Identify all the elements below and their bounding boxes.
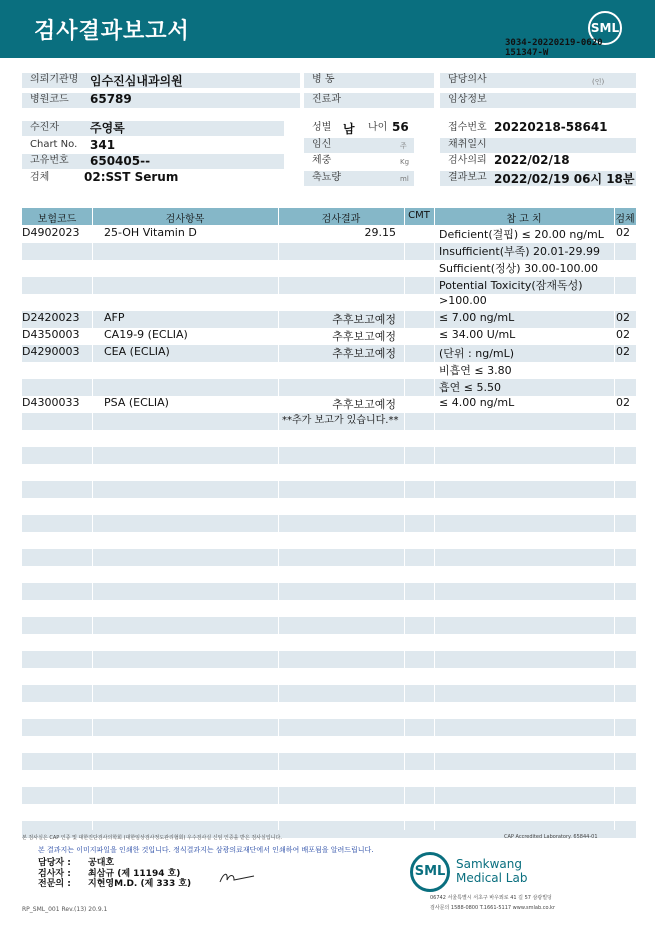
table-cell-item: AFP (104, 311, 125, 324)
hospcode-value: 65789 (90, 92, 132, 106)
results-table-header (22, 208, 636, 225)
table-cell-spec: 02 (616, 328, 630, 341)
request-value: 2022/02/18 (494, 153, 570, 167)
hospcode-label: 병원코드 (22, 93, 300, 108)
table-stripe (22, 515, 636, 532)
company-phone: 검사문의 1588-0800 T.1661-5117 www.smlab.co.kr (430, 905, 555, 911)
table-cell-spec: 02 (616, 311, 630, 324)
notice-text: 본 결과지는 이미지파일을 인쇄한 것입니다. 정식결과지는 삼광의료재단에서 인쇄하여 배포됨을 알려드립니다. (38, 846, 374, 854)
table-cell-result: 29.15 (364, 226, 396, 239)
table-cell-item: CEA (ECLIA) (104, 345, 170, 358)
specimen-value: 02:SST Serum (84, 170, 179, 184)
col-divider (278, 208, 279, 830)
col-item: 검사항목 (165, 214, 205, 225)
specialist-value: 지현영M.D. (제 333 호) (88, 879, 192, 889)
table-cell-result: 추후보고예정 (332, 398, 396, 411)
table-stripe (22, 481, 636, 498)
col-code: 보험코드 (37, 214, 77, 225)
table-cell-spec: 02 (616, 345, 630, 358)
cert-left: 본 검사실은 CAP 인증 및 대한진단검사의학회 (대한임상검사정도관리협회) 우수검사실 신임 인증을 받은 검사실입니다. (22, 835, 282, 841)
document-number: 3034-20220219-0620 151347-W (505, 38, 603, 58)
table-cell-ref: >100.00 (439, 294, 487, 307)
table-cell-ref: Deficient(결핍) ≤ 20.00 ng/mL (439, 228, 604, 241)
table-stripe (22, 549, 636, 566)
table-cell-result: 추후보고예정 (332, 313, 396, 326)
table-cell-code: D4350003 (22, 328, 80, 341)
table-cell-code: D4290003 (22, 345, 80, 358)
table-cell-spec: 02 (616, 226, 630, 239)
table-cell-code: D2420023 (22, 311, 80, 324)
urine-label: 축뇨량 (304, 171, 414, 186)
doctor-label: 담당의사 (440, 73, 636, 88)
request-label: 검사의뢰 (440, 154, 636, 169)
id-value: 650405-- (90, 154, 151, 168)
report-title: 검사결과보고서 (34, 19, 190, 44)
table-cell-code: D4300033 (22, 396, 80, 409)
preg-unit: 주 (400, 142, 407, 150)
preg-label: 임신 (304, 138, 414, 153)
hospital-label: 의뢰기관명 (22, 73, 300, 88)
specialist-label: 전문의 : (38, 879, 71, 889)
company-address: 06742 서울특별시 서초구 바우뫼로 41 길 57 삼광빌딩 (430, 895, 552, 901)
chart-value: 341 (90, 138, 116, 152)
col-cmt: CMT (408, 210, 430, 221)
additional-report-note: **추가 보고가 있습니다.** (282, 415, 399, 426)
tech-value: 공대호 (88, 858, 115, 868)
table-cell-result: 추후보고예정 (332, 330, 396, 343)
table-stripe (22, 787, 636, 804)
specimen-label: 검체 (22, 171, 284, 186)
examiner-value: 최삼규 (제 11194 호) (88, 869, 181, 879)
table-cell-ref: ≤ 7.00 ng/mL (439, 311, 515, 324)
patient-value: 주영록 (90, 121, 125, 135)
collect-label: 채취일시 (440, 138, 636, 153)
report-value: 2022/02/19 06시 18분 (494, 172, 635, 186)
table-stripe (22, 379, 636, 396)
table-stripe (22, 753, 636, 770)
col-divider (404, 208, 405, 830)
cert-right: CAP Accredited Laboratory. 65844-01 (504, 834, 598, 840)
form-number: RP_SML_001 Rev.(13) 20.9.1 (22, 906, 108, 913)
table-stripe (22, 719, 636, 736)
hospital-value: 임수진심내과의원 (90, 74, 183, 88)
table-cell-ref: ≤ 4.00 ng/mL (439, 396, 515, 409)
table-cell-code: D4902023 (22, 226, 80, 239)
table-cell-ref: Insufficient(부족) 20.01-29.99 (439, 245, 600, 258)
table-cell-ref: 비흡연 ≤ 3.80 (439, 364, 512, 377)
table-cell-ref: (단위 : ng/mL) (439, 347, 515, 360)
age-value: 56 (392, 120, 409, 134)
table-stripe (22, 685, 636, 702)
company-name-2: Medical Lab (456, 871, 528, 885)
col-spec: 검체 (615, 214, 635, 225)
id-label: 고유번호 (22, 154, 284, 169)
signature-icon (218, 870, 256, 884)
table-cell-ref: Potential Toxicity(잠재독성) (439, 279, 583, 292)
table-cell-ref: Sufficient(정상) 30.00-100.00 (439, 262, 599, 275)
table-cell-result: 추후보고예정 (332, 347, 396, 360)
ward-label: 병 동 (304, 73, 434, 88)
age-label: 나이 (368, 122, 388, 133)
col-divider (92, 208, 93, 830)
col-divider (434, 208, 435, 830)
col-result: 검사결과 (321, 214, 361, 225)
examiner-label: 검사자 : (38, 869, 71, 879)
table-cell-item: PSA (ECLIA) (104, 396, 169, 409)
col-divider (614, 208, 615, 830)
table-stripe (22, 447, 636, 464)
sex-value: 남 (343, 122, 355, 136)
table-cell-ref: 흡연 ≤ 5.50 (439, 381, 501, 394)
patient-label: 수진자 (22, 121, 284, 136)
weight-unit: Kg (400, 158, 410, 166)
sml-logo-bottom-icon: SML (410, 852, 450, 892)
table-cell-ref: ≤ 34.00 U/mL (439, 328, 516, 341)
col-ref: 참 고 치 (506, 214, 542, 225)
clinical-label: 임상정보 (440, 93, 636, 108)
doctor-sign: (인) (592, 78, 605, 86)
urine-unit: ml (400, 175, 409, 183)
table-cell-spec: 02 (616, 396, 630, 409)
report-label: 결과보고 (440, 171, 636, 186)
table-stripe (22, 583, 636, 600)
receipt-value: 20220218-58641 (494, 120, 608, 134)
company-name-1: Samkwang (456, 857, 522, 871)
sml-logo-icon: SML (588, 11, 622, 45)
table-cell-item: CA19-9 (ECLIA) (104, 328, 188, 341)
tech-label: 담당자 : (38, 858, 71, 868)
table-cell-item: 25-OH Vitamin D (104, 226, 197, 239)
chart-label: Chart No. (22, 138, 284, 153)
dept-label: 진료과 (304, 93, 434, 108)
receipt-label: 접수번호 (440, 121, 636, 136)
sex-label: 성별 (304, 121, 414, 136)
table-stripe (22, 617, 636, 634)
table-stripe (22, 651, 636, 668)
weight-label: 체중 (304, 154, 414, 169)
